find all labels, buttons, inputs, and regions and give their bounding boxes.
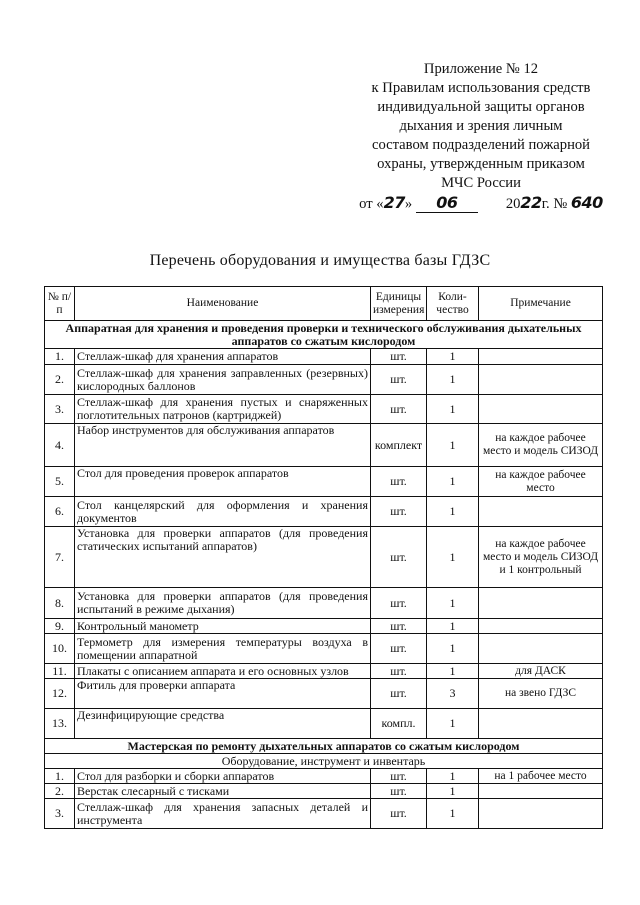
row-note bbox=[479, 497, 603, 527]
row-qty: 1 bbox=[427, 349, 479, 365]
row-num: 8. bbox=[45, 588, 75, 619]
row-num: 3. bbox=[45, 395, 75, 424]
row-qty: 1 bbox=[427, 497, 479, 527]
row-qty: 3 bbox=[427, 679, 479, 709]
row-note bbox=[479, 619, 603, 634]
row-unit: шт. bbox=[371, 467, 427, 497]
appendix-line: МЧС России bbox=[441, 175, 521, 191]
row-note: на звено ГДЗС bbox=[479, 679, 603, 709]
row-num: 6. bbox=[45, 497, 75, 527]
section-title: Аппаратная для хранения и проведения проверки и технического обслуживания дыхательных аппаратов со сжатым кислородом bbox=[45, 321, 603, 349]
row-num: 2. bbox=[45, 365, 75, 395]
row-qty: 1 bbox=[427, 769, 479, 784]
row-unit: компл. bbox=[371, 709, 427, 739]
row-note bbox=[479, 799, 603, 829]
row-name: Стол для проведения проверок аппаратов bbox=[75, 467, 371, 497]
appendix-line: к Правилам использования средств bbox=[371, 80, 591, 96]
row-note: на 1 рабочее место bbox=[479, 769, 603, 784]
row-qty: 1 bbox=[427, 467, 479, 497]
row-name: Установка для проверки аппаратов (для проведения статических испытаний аппаратов) bbox=[75, 527, 371, 588]
row-note: на каждое рабочее место и модель СИЗОД и 1 контрольный bbox=[479, 527, 603, 588]
order-number-prefix: г. № bbox=[541, 196, 571, 212]
row-unit: шт. bbox=[371, 349, 427, 365]
row-num: 10. bbox=[45, 634, 75, 664]
row-num: 12. bbox=[45, 679, 75, 709]
row-qty: 1 bbox=[427, 619, 479, 634]
row-num: 3. bbox=[45, 799, 75, 829]
row-num: 1. bbox=[45, 349, 75, 365]
header-note: Примечание bbox=[479, 287, 603, 321]
order-number: 640 bbox=[570, 193, 603, 212]
appendix-header bbox=[350, 60, 612, 214]
row-note: на каждое рабочее место и модель СИЗОД bbox=[479, 424, 603, 467]
header-unit: Единицы измерения bbox=[371, 287, 427, 321]
row-name: Стеллаж-шкаф для хранения аппаратов bbox=[75, 349, 371, 365]
table-row bbox=[45, 497, 603, 527]
row-num: 5. bbox=[45, 467, 75, 497]
row-qty: 1 bbox=[427, 799, 479, 829]
subsection-row bbox=[45, 754, 603, 769]
row-note: для ДАСК bbox=[479, 664, 603, 679]
order-month-field bbox=[416, 195, 478, 213]
row-name: Контрольный манометр bbox=[75, 619, 371, 634]
section-row bbox=[45, 321, 603, 349]
table-row bbox=[45, 664, 603, 679]
document-title: Перечень оборудования и имущества базы ГДЗС bbox=[149, 252, 491, 269]
row-qty: 1 bbox=[427, 395, 479, 424]
row-unit: шт. bbox=[371, 634, 427, 664]
row-note bbox=[479, 349, 603, 365]
row-unit: шт. bbox=[371, 527, 427, 588]
table-row bbox=[45, 634, 603, 664]
row-name: Стеллаж-шкаф для хранения заправленных (резервных) кислородных баллонов bbox=[75, 365, 371, 395]
order-prefix: от « bbox=[359, 196, 384, 212]
row-unit: шт. bbox=[371, 588, 427, 619]
table-header-row bbox=[45, 287, 603, 321]
row-num: 1. bbox=[45, 769, 75, 784]
order-month: 06 bbox=[436, 193, 458, 212]
order-day: 27 bbox=[383, 193, 405, 212]
row-qty: 1 bbox=[427, 709, 479, 739]
row-unit: шт. bbox=[371, 769, 427, 784]
row-note bbox=[479, 588, 603, 619]
row-num: 11. bbox=[45, 664, 75, 679]
row-num: 4. bbox=[45, 424, 75, 467]
order-year-suffix: 22 bbox=[520, 193, 542, 212]
row-qty: 1 bbox=[427, 588, 479, 619]
row-qty: 1 bbox=[427, 634, 479, 664]
row-qty: 1 bbox=[427, 527, 479, 588]
row-name: Стол для разборки и сборки аппаратов bbox=[75, 769, 371, 784]
equipment-table bbox=[44, 286, 603, 829]
table-row bbox=[45, 467, 603, 497]
appendix-line: охраны, утвержденным приказом bbox=[377, 156, 585, 172]
subsection-title: Оборудование, инструмент и инвентарь bbox=[45, 754, 603, 769]
row-name: Стеллаж-шкаф для хранения запасных деталей и инструмента bbox=[75, 799, 371, 829]
row-qty: 1 bbox=[427, 784, 479, 799]
appendix-line: индивидуальной защиты органов bbox=[377, 99, 585, 115]
order-year-prefix: 20 bbox=[505, 196, 521, 212]
row-note bbox=[479, 365, 603, 395]
row-note bbox=[479, 634, 603, 664]
order-date-line bbox=[350, 193, 612, 214]
row-unit: шт. bbox=[371, 679, 427, 709]
table-row bbox=[45, 395, 603, 424]
row-num: 2. bbox=[45, 784, 75, 799]
section-row bbox=[45, 739, 603, 754]
row-note bbox=[479, 395, 603, 424]
table-row bbox=[45, 799, 603, 829]
appendix-title: Приложение № 12 bbox=[423, 61, 539, 77]
row-unit: шт. bbox=[371, 497, 427, 527]
table-row bbox=[45, 349, 603, 365]
row-name: Стеллаж-шкаф для хранения пустых и снаряженных поглотительных патронов (картриджей) bbox=[75, 395, 371, 424]
row-name: Термометр для измерения температуры воздуха в помещении аппаратной bbox=[75, 634, 371, 664]
table-row bbox=[45, 527, 603, 588]
row-num: 13. bbox=[45, 709, 75, 739]
appendix-line: составом подразделений пожарной bbox=[372, 137, 590, 153]
header-qty: Коли-чество bbox=[427, 287, 479, 321]
table-row bbox=[45, 619, 603, 634]
row-unit: шт. bbox=[371, 395, 427, 424]
row-qty: 1 bbox=[427, 664, 479, 679]
section-title: Мастерская по ремонту дыхательных аппаратов со сжатым кислородом bbox=[45, 739, 603, 754]
row-unit: шт. bbox=[371, 664, 427, 679]
appendix-line: дыхания и зрения личным bbox=[399, 118, 563, 134]
row-unit: комплект bbox=[371, 424, 427, 467]
row-unit: шт. bbox=[371, 619, 427, 634]
row-name: Дезинфицирующие средства bbox=[75, 709, 371, 739]
row-note bbox=[479, 709, 603, 739]
row-unit: шт. bbox=[371, 365, 427, 395]
row-name: Фитиль для проверки аппарата bbox=[75, 679, 371, 709]
row-note: на каждое рабочее место bbox=[479, 467, 603, 497]
row-name: Плакаты с описанием аппарата и его основных узлов bbox=[75, 664, 371, 679]
header-num: № п/п bbox=[45, 287, 75, 321]
row-name: Верстак слесарный с тисками bbox=[75, 784, 371, 799]
table-row bbox=[45, 709, 603, 739]
row-qty: 1 bbox=[427, 424, 479, 467]
row-name: Набор инструментов для обслуживания аппаратов bbox=[75, 424, 371, 467]
table-row bbox=[45, 424, 603, 467]
row-note bbox=[479, 784, 603, 799]
order-mid: » bbox=[404, 196, 416, 212]
table-row bbox=[45, 679, 603, 709]
table-row bbox=[45, 784, 603, 799]
header-name: Наименование bbox=[75, 287, 371, 321]
row-unit: шт. bbox=[371, 799, 427, 829]
row-unit: шт. bbox=[371, 784, 427, 799]
table-row bbox=[45, 365, 603, 395]
row-name: Стол канцелярский для оформления и хранения документов bbox=[75, 497, 371, 527]
table-row bbox=[45, 588, 603, 619]
row-num: 9. bbox=[45, 619, 75, 634]
table-row bbox=[45, 769, 603, 784]
row-qty: 1 bbox=[427, 365, 479, 395]
row-num: 7. bbox=[45, 527, 75, 588]
row-name: Установка для проверки аппаратов (для проведения испытаний в режиме дыхания) bbox=[75, 588, 371, 619]
